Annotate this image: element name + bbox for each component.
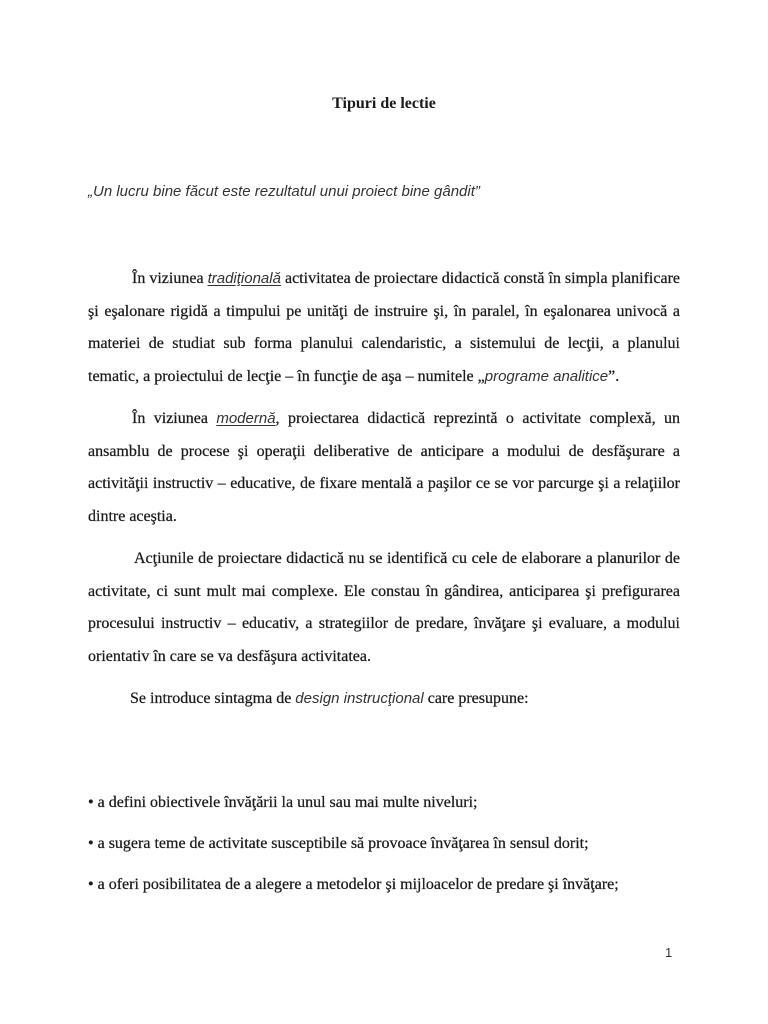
- paragraph-text: care presupune:: [423, 690, 529, 707]
- emphasis-term: design instrucţional: [295, 690, 424, 707]
- paragraph-design-intro: [88, 683, 680, 716]
- bullet-item: • a oferi posibilitatea de a alegere a metodelor şi mijloacelor de predare şi învăţare;: [88, 876, 619, 893]
- paragraph-text: , proiectarea didactică reprezintă o activitate complexă, un ansamblu de procese şi operaţii deliberative de anticipare a modului de desfăşurare a activităţii instructiv – educative, de fixare mentală a paşilor ce se vor parcurge şi a relaţiilor dintre aceştia.: [88, 410, 680, 525]
- paragraph-text: În viziunea: [132, 410, 217, 427]
- document-body: [88, 263, 680, 716]
- paragraph-design-actions: Acţiunile de proiectare didactică nu se identifică cu cele de elaborare a planurilor de activitate, ci sunt mult mai complexe. Ele constau în gândirea, anticiparea şi prefigurarea procesului instructiv – educativ, a strategiilor de predare, învăţare şi evaluare, a modului orientativ în care se va desfăşura activitatea.: [88, 550, 680, 665]
- paragraph-text: ”.: [608, 367, 620, 385]
- emphasis-term: programe analitice: [484, 367, 609, 385]
- page-number: 1: [665, 945, 673, 960]
- emphasis-term: tradiţională: [207, 270, 281, 287]
- emphasis-term: modernă: [216, 410, 276, 427]
- paragraph-text: Se introduce sintagma de: [130, 690, 296, 707]
- paragraph-modern-view: [88, 403, 680, 533]
- paragraph-text: activitatea de proiectare didactică constă în simpla planificare şi eşalonare rigidă a timpului pe unităţi de instruire şi, în paralel, în eşalonarea univocă a materiei de studiat sub forma planului calendaristic, a sistemului de lecţii, a planului tematic, a proiectului de lecţie – în funcţie de aşa – numitele „: [88, 270, 680, 385]
- document-title: Tipuri de lectie: [332, 95, 436, 112]
- bullet-item: • a sugera teme de activitate susceptibile să provoace învăţarea în sensul dorit;: [88, 835, 589, 852]
- paragraph-text: În viziunea: [132, 270, 208, 287]
- epigraph-quote: „Un lucru bine făcut este rezultatul unui proiect bine gândit”: [88, 183, 480, 200]
- bullet-item: • a defini obiectivele învăţării la unul sau mai multe niveluri;: [88, 794, 478, 811]
- paragraph-traditional-view: [88, 263, 680, 393]
